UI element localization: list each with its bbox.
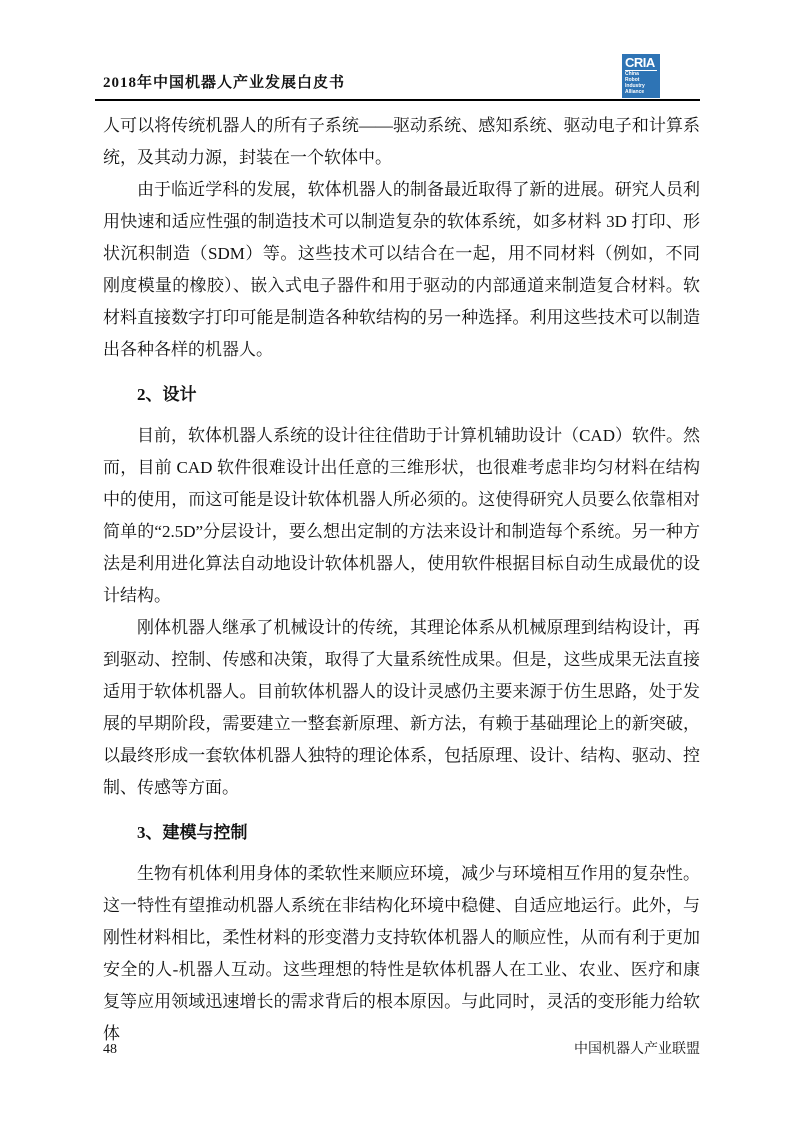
cria-logo-line: Robot xyxy=(625,77,640,83)
page-number: 48 xyxy=(103,1042,117,1057)
paragraph-continuation: 人可以将传统机器人的所有子系统——驱动系统、感知系统、驱动电子和计算系统，及其动力源，封装在一个软体中。 xyxy=(103,116,700,167)
cria-logo-line: Industry xyxy=(625,83,645,89)
publisher-name: 中国机器人产业联盟 xyxy=(574,1042,700,1057)
cria-logo-line: Alliance xyxy=(625,89,645,95)
paragraph-design-cad: 目前，软体机器人系统的设计往往借助于计算机辅助设计（CAD）软件。然而，目前 CAD 软件很难设计出任意的三维形状，也很难考虑非均匀材料在结构中的使用，而这可能是设计软体机器人所必须的。这使得研究人员要么依靠相对简单的“2.5D”分层设计，要么想出定制的方法来设计和制造每个系统。另一种方法是利用进化算法自动地设计软体机器人，使用软件根据目标自动生成最优的设计结构。 xyxy=(103,426,700,605)
section-heading-design: 2、设计 xyxy=(137,385,197,404)
document-title: 2018年中国机器人产业发展白皮书 xyxy=(103,75,346,91)
paragraph-modeling: 生物有机体利用身体的柔软性来顺应环境，减少与环境相互作用的复杂性。这一特性有望推动机器人系统在非结构化环境中稳健、自适应地运行。此外，与刚性材料相比，柔性材料的形变潜力支持软体机器人的顺应性，从而有利于更加安全的人-机器人互动。这些理想的特性是软体机器人在工业、农业、医疗和康复等应用领域迅速增长的需求背后的根本原因。与此同时，灵活的变形能力给软体 xyxy=(103,864,700,1043)
section-heading-modeling: 3、建模与控制 xyxy=(137,823,248,842)
page-footer xyxy=(103,1038,700,1058)
cria-logo-line: China xyxy=(625,71,639,77)
page-body xyxy=(103,110,700,1050)
paragraph-fabrication: 由于临近学科的发展，软体机器人的制备最近取得了新的进展。研究人员利用快速和适应性强的制造技术可以制造复杂的软体系统，如多材料 3D 打印、形状沉积制造（SDM）等。这些技术可以结合在一起，用不同材料（例如，不同刚度模量的橡胶）、嵌入式电子器件和用于驱动的内部通道来制造复合材料。软材料直接数字打印可能是制造各种软结构的另一种选择。利用这些技术可以制造出各种各样的机器人。 xyxy=(103,180,700,359)
cria-logo-acronym: CRIA xyxy=(625,56,657,71)
cria-logo xyxy=(622,54,660,98)
header-divider xyxy=(95,99,700,101)
paragraph-design-rigid: 刚体机器人继承了机械设计的传统，其理论体系从机械原理到结构设计，再到驱动、控制、传感和决策，取得了大量系统性成果。但是，这些成果无法直接适用于软体机器人。目前软体机器人的设计灵感仍主要来源于仿生思路，处于发展的早期阶段，需要建立一整套新原理、新方法，有赖于基础理论上的新突破，以最终形成一套软体机器人独特的理论体系，包括原理、设计、结构、驱动、控制、传感等方面。 xyxy=(103,618,700,797)
